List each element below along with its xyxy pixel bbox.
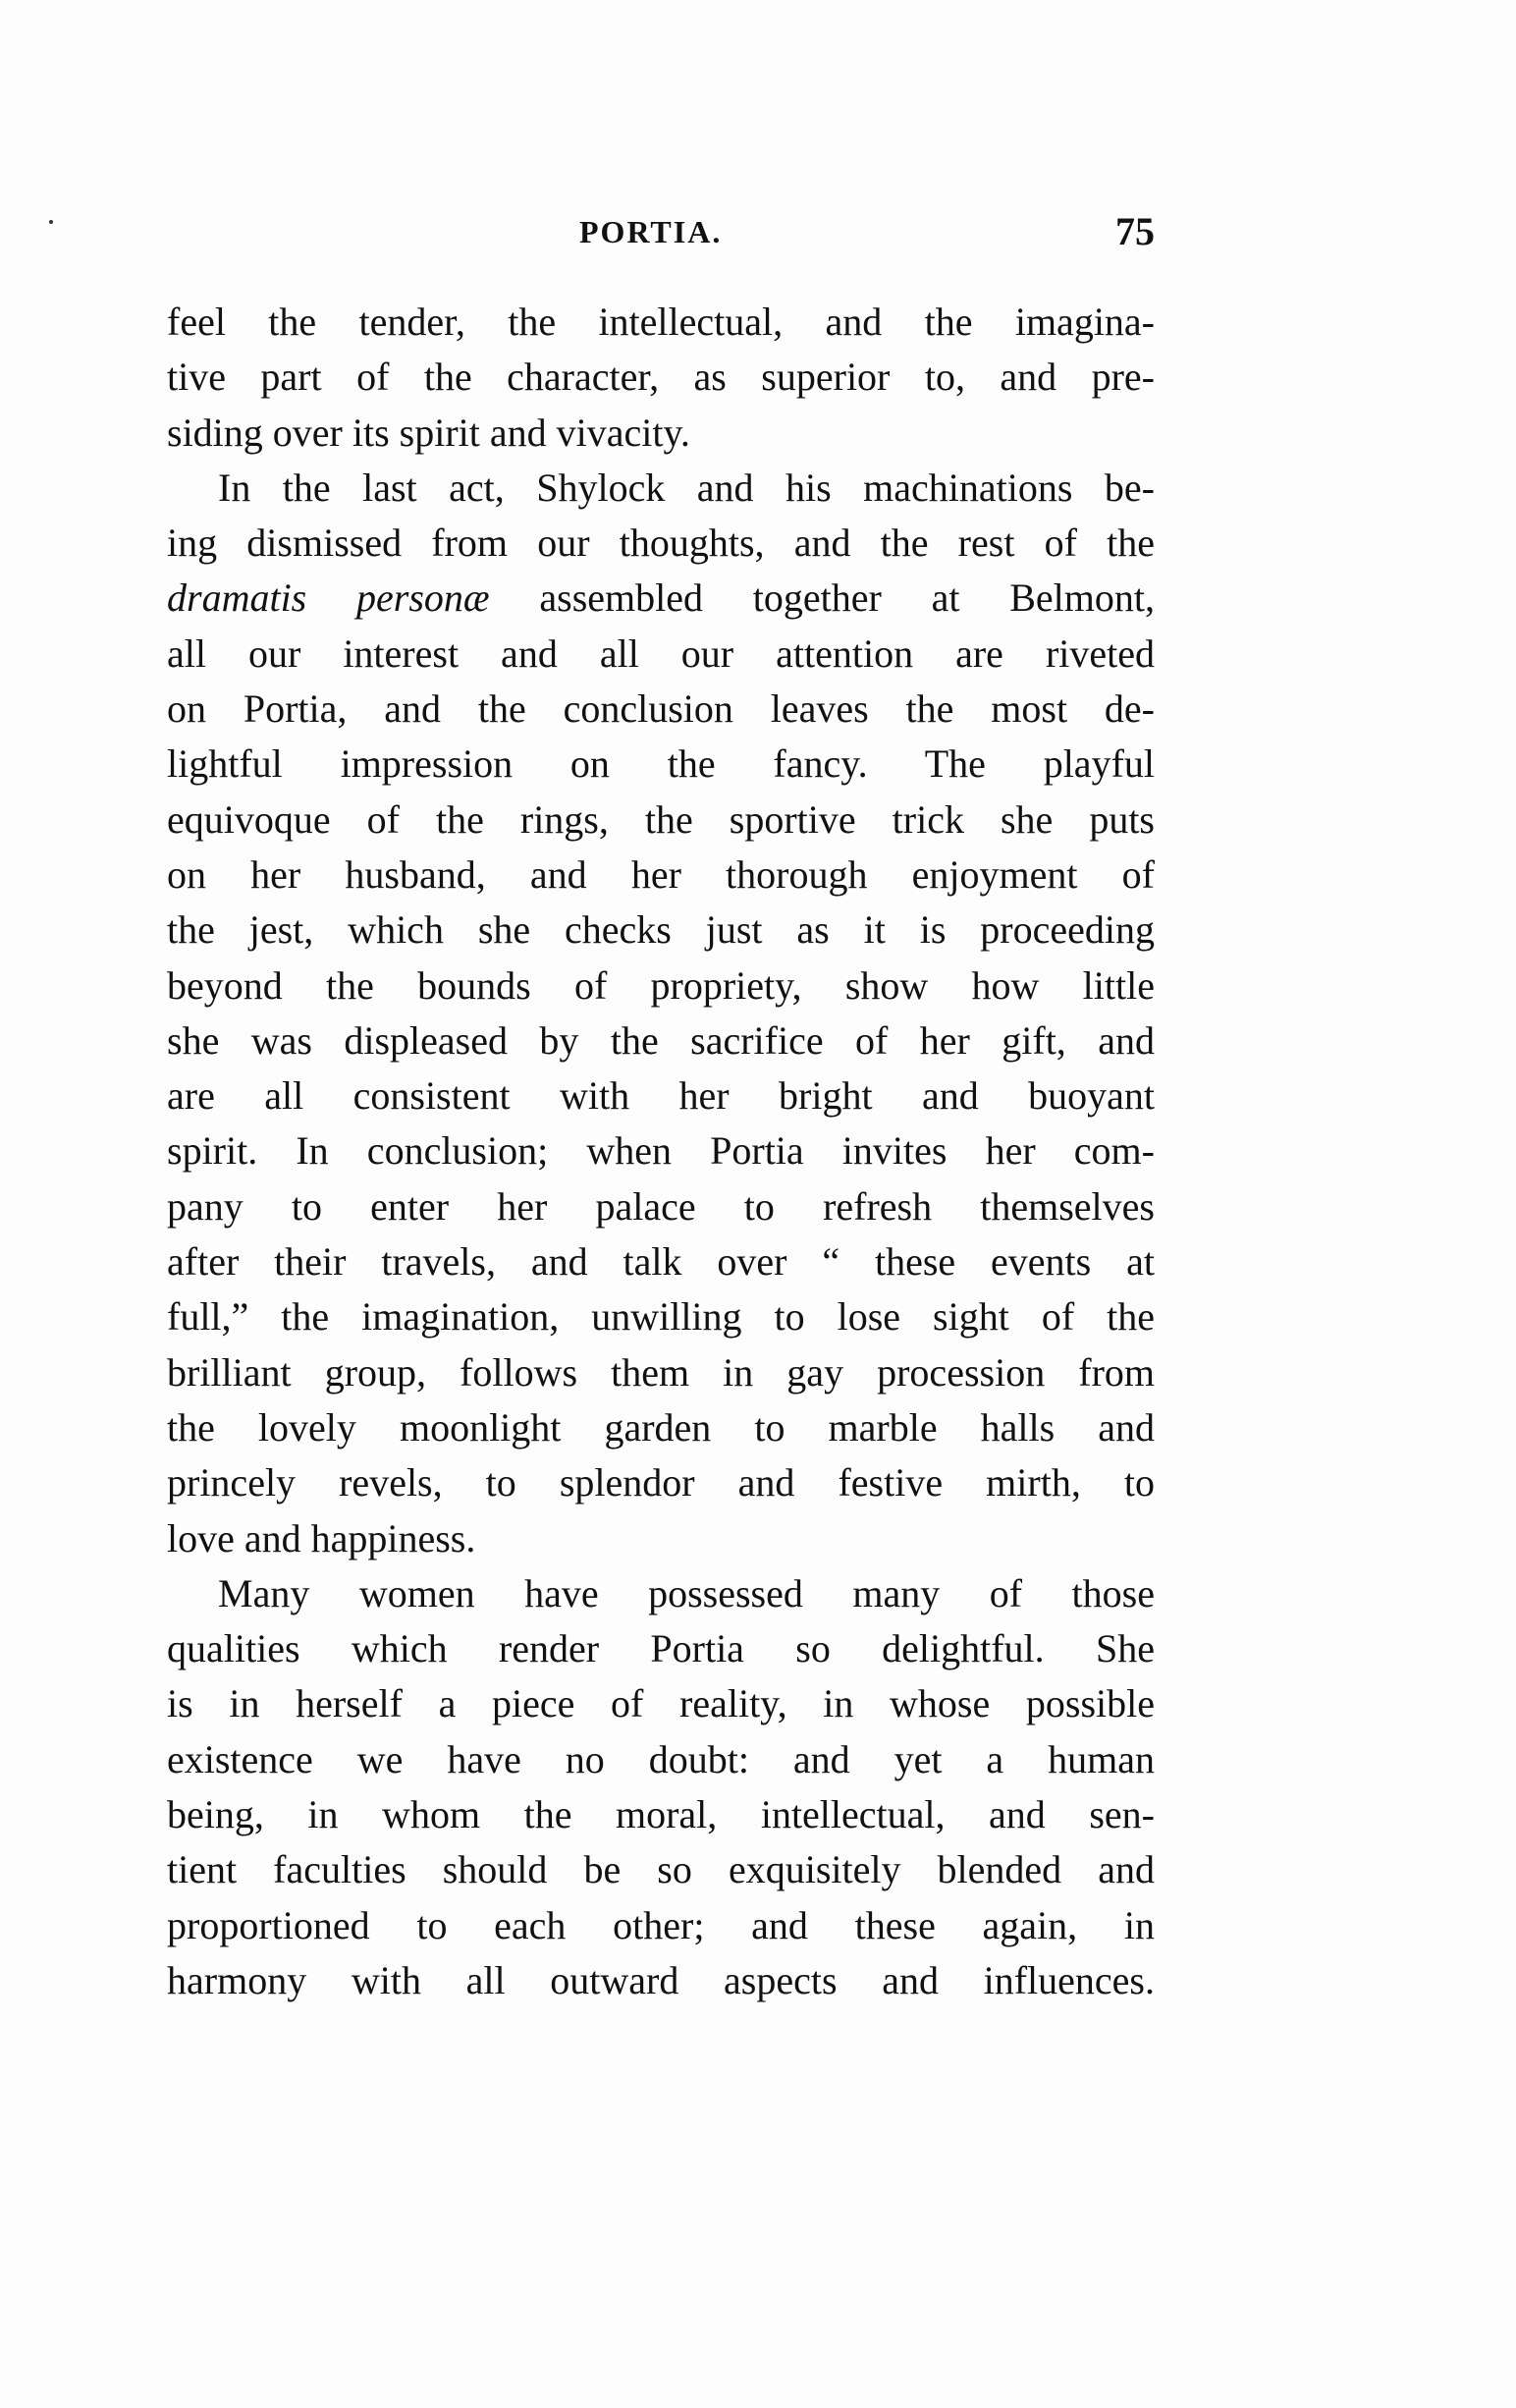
text-line: is in herself a piece of reality, in whose possible (167, 1681, 1155, 1726)
text-line: spirit. In conclusion; when Portia invites her com- (167, 1128, 1155, 1174)
text-line: proportioned to each other; and these again, in (167, 1902, 1155, 1947)
italic-phrase: dramatis personæ (167, 575, 490, 621)
text-line: beyond the bounds of propriety, show how little (167, 962, 1155, 1008)
text-line: qualities which render Portia so delightful. She (167, 1626, 1155, 1671)
text-line: the lovely moonlight garden to marble halls and (167, 1404, 1155, 1450)
text-line: being, in whom the moral, intellectual, and sen- (167, 1792, 1155, 1837)
text-line: on her husband, and her thorough enjoyment of (167, 851, 1155, 897)
text-line: princely revels, to splendor and festive mirth, to (167, 1460, 1155, 1505)
ink-speck (49, 220, 53, 224)
text-line: ing dismissed from our thoughts, and the rest of the (167, 520, 1155, 566)
text-line: after their travels, and talk over “ these events at (167, 1239, 1155, 1285)
text-line: Many women have possessed many of those (218, 1570, 1155, 1615)
text-line: existence we have no doubt: and yet a human (167, 1736, 1155, 1781)
text-line: are all consistent with her bright and buoyant (167, 1073, 1155, 1119)
body-text (167, 295, 1155, 2008)
page-number: 75 (1115, 209, 1155, 253)
text-line: tive part of the character, as superior to, and pre- (167, 355, 1155, 400)
text-line (167, 571, 1155, 626)
text-line: she was displeased by the sacrifice of her gift, and (167, 1017, 1155, 1063)
text-line: full,” the imagination, unwilling to lose sight of the (167, 1294, 1155, 1340)
text-line: on Portia, and the conclusion leaves the most de- (167, 686, 1155, 732)
text-line: the jest, which she checks just as it is proceeding (167, 907, 1155, 953)
text-line: love and happiness. (167, 1515, 476, 1560)
text-line: feel the tender, the intellectual, and the imagina- (167, 300, 1155, 344)
page-header (167, 209, 1155, 263)
text-line: equivoque of the rings, the sportive trick she puts (167, 796, 1155, 842)
text-line: brilliant group, follows them in gay procession from (167, 1349, 1155, 1395)
text-line: In the last act, Shylock and his machinations be- (218, 465, 1155, 510)
text-line: lightful impression on the fancy. The playful (167, 741, 1155, 787)
text-line: tient faculties should be so exquisitely blended and (167, 1847, 1155, 1892)
running-title: PORTIA. (579, 214, 723, 249)
text-line: siding over its spirit and vivacity. (167, 410, 690, 455)
text-line: harmony with all outward aspects and influences. (167, 1957, 1155, 2002)
text-line: all our interest and all our attention are riveted (167, 630, 1155, 676)
text-line-rest: assembled together at Belmont, (539, 575, 1156, 621)
text-line: pany to enter her palace to refresh themselves (167, 1183, 1155, 1229)
